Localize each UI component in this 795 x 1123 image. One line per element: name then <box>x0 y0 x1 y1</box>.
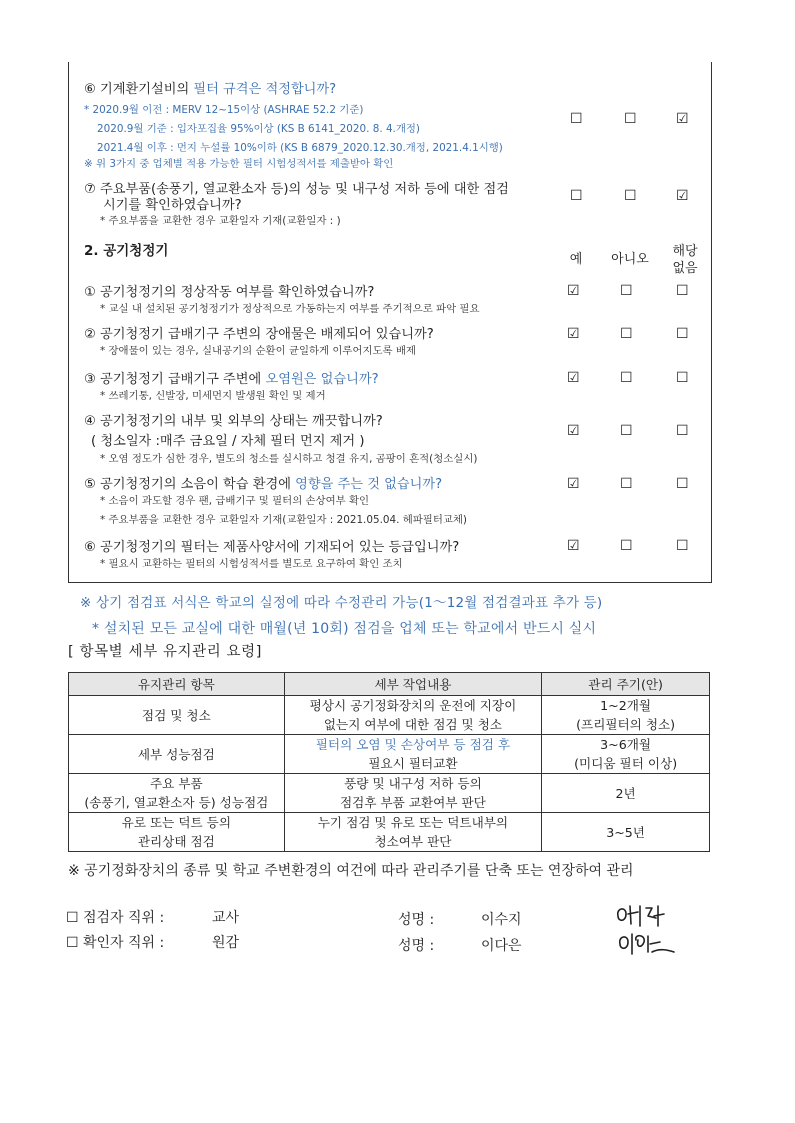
q6-note4: ※ 위 3가지 중 업체별 적용 가능한 필터 시험성적서를 제출받아 확인 <box>84 158 394 170</box>
c3-no-checkbox[interactable]: ☐ <box>620 370 633 386</box>
footnote: ※ 공기정화장치의 종류 및 학교 주변환경의 여건에 따라 관리주기를 단축 또는 연장하여 관리 <box>68 863 634 879</box>
signature1-stroke <box>618 909 626 920</box>
inspector-name-label: 성명 : <box>398 912 435 928</box>
cell-item: 세부 성능점검 <box>69 735 285 774</box>
inspector-position: 교사 <box>212 910 240 926</box>
header-period: 관리 주기(안) <box>542 673 710 696</box>
q6-na-checkbox[interactable]: ☑ <box>676 111 689 127</box>
c2-question: ② 공기청정기 급배기구 주변의 장애물은 배제되어 있습니까? <box>84 327 434 342</box>
q7-yes-checkbox[interactable]: ☐ <box>570 188 583 204</box>
c5-note1: * 소음이 과도할 경우 팬, 급배기구 및 필터의 손상여부 확인 <box>100 495 370 507</box>
table-row <box>69 774 710 813</box>
table-row <box>69 813 710 852</box>
c4-cleaning-date: ( 청소일자 :매주 금요일 / 자체 필터 먼지 제거 ) <box>91 434 365 449</box>
c2-yes-checkbox[interactable]: ☑ <box>567 326 580 342</box>
maintenance-table <box>68 672 710 852</box>
q7-title-line1: ⑦ 주요부품(송풍기, 열교환소자 등)의 성능 및 내구성 저하 등에 대한 점검 <box>84 182 509 197</box>
cell-period: 3~5년 <box>542 813 710 852</box>
signature2-stroke <box>632 934 644 954</box>
header-item: 유지관리 항목 <box>69 673 285 696</box>
maintenance-title: [ 항목별 세부 유지관리 요령] <box>68 644 263 660</box>
c5-yes-checkbox[interactable]: ☑ <box>567 476 580 492</box>
cell-task: 풍량 및 내구성 저하 등의 점검후 부품 교환여부 판단 <box>284 774 542 813</box>
q6-note1: * 2020.9월 이전 : MERV 12~15이상 (ASHRAE 52.2 기준) <box>84 104 364 116</box>
c4-na-checkbox[interactable]: ☐ <box>676 423 689 439</box>
c1-question: ① 공기청정기의 정상작동 여부를 확인하였습니까? <box>84 285 375 300</box>
signature1-stroke <box>628 906 640 926</box>
q6-no-checkbox[interactable]: ☐ <box>624 111 637 127</box>
c3-question: ③ 공기청정기 급배기구 주변에 오염원은 없습니까? <box>84 372 379 387</box>
q7-note: * 주요부품을 교환한 경우 교환일자 기재(교환일자 : ) <box>100 215 341 227</box>
c1-no-checkbox[interactable]: ☐ <box>620 283 633 299</box>
q6-title: ⑥ 기계환기설비의 필터 규격은 적정합니까? <box>84 82 337 97</box>
col-na-header-2: 없음 <box>672 261 698 276</box>
c2-na-checkbox[interactable]: ☐ <box>676 326 689 342</box>
cell-item: 유로 또는 덕트 등의 관리상태 점검 <box>69 813 285 852</box>
c2-note: * 장애물이 있는 경우, 실내공기의 순환이 균일하게 이루어지도록 배제 <box>100 345 416 357</box>
c4-no-checkbox[interactable]: ☐ <box>620 423 633 439</box>
confirmer-position-label: ☐ 확인자 직위 : <box>66 935 165 951</box>
cell-item: 주요 부품 (송풍기, 열교환소자 등) 성능점검 <box>69 774 285 813</box>
signature2-stroke <box>620 937 628 948</box>
cell-task: 필터의 오염 및 손상여부 등 점검 후 필요시 필터교환 <box>284 735 542 774</box>
confirmer-name-label: 성명 : <box>398 938 435 954</box>
c6-question: ⑥ 공기청정기의 필터는 제품사양서에 기재되어 있는 등급입니까? <box>84 540 460 555</box>
c6-note: * 필요시 교환하는 필터의 시험성적서를 별도로 요구하여 확인 조치 <box>100 558 403 570</box>
section-title: 2. 공기청정기 <box>84 243 169 259</box>
handwritten-signature <box>612 900 682 960</box>
c4-question: ④ 공기청정기의 내부 및 외부의 상태는 깨끗합니까? <box>84 414 383 429</box>
cell-period: 2년 <box>542 774 710 813</box>
c4-yes-checkbox[interactable]: ☑ <box>567 423 580 439</box>
c3-yes-checkbox[interactable]: ☑ <box>567 370 580 386</box>
q6-note2: 2020.9월 기준 : 입자포집율 95%이상 (KS B 6141_2020. 8. 4.개정) <box>97 123 420 135</box>
col-yes-header: 예 <box>569 252 583 267</box>
c6-no-checkbox[interactable]: ☐ <box>620 538 633 554</box>
q6-yes-checkbox[interactable]: ☐ <box>570 111 583 127</box>
q6-note3: 2021.4월 이후 : 먼지 누설률 10%이하 (KS B 6879_2020.12.30.개정, 2021.4.1시행) <box>97 142 503 154</box>
c1-yes-checkbox[interactable]: ☑ <box>567 283 580 299</box>
q7-title-line2: 시기를 확인하였습니까? <box>103 198 242 213</box>
remark-monthly: * 설치된 모든 교실에 대한 매월(년 10회) 점검을 업체 또는 학교에서 반드시 실시 <box>92 621 597 637</box>
confirmer-name: 이다은 <box>481 938 522 954</box>
header-task: 세부 작업내용 <box>284 673 542 696</box>
col-na-header-1: 해당 <box>672 244 698 259</box>
table-row <box>69 696 710 735</box>
table-row <box>69 735 710 774</box>
c5-note2: * 주요부품을 교환한 경우 교환일자 기재(교환일자 : 2021.05.04. 헤파필터교체) <box>100 514 467 526</box>
c6-yes-checkbox[interactable]: ☑ <box>567 538 580 554</box>
signature1-stroke <box>646 906 664 926</box>
c4-note: * 오염 정도가 심한 경우, 별도의 청소를 실시하고 청결 유지, 곰팡이 흔적(청소실시) <box>100 453 478 465</box>
confirmer-position: 원감 <box>212 935 240 951</box>
q7-na-checkbox[interactable]: ☑ <box>676 188 689 204</box>
remark-modifiable: ※ 상기 점검표 서식은 학교의 실정에 따라 수정관리 가능(1～12월 점검결과표 추가 등) <box>80 595 603 611</box>
inspector-name: 이수지 <box>481 912 522 928</box>
signature2-stroke <box>648 936 674 952</box>
c1-note: * 교실 내 설치된 공기청정기가 정상적으로 가동하는지 여부를 주기적으로 파악 필요 <box>100 303 480 315</box>
c2-no-checkbox[interactable]: ☐ <box>620 326 633 342</box>
c1-na-checkbox[interactable]: ☐ <box>676 283 689 299</box>
col-no-header: 아니오 <box>611 252 649 267</box>
q7-no-checkbox[interactable]: ☐ <box>624 188 637 204</box>
c3-na-checkbox[interactable]: ☐ <box>676 370 689 386</box>
c5-no-checkbox[interactable]: ☐ <box>620 476 633 492</box>
cell-item: 점검 및 청소 <box>69 696 285 735</box>
cell-period: 3~6개월 (미디움 필터 이상) <box>542 735 710 774</box>
c5-na-checkbox[interactable]: ☐ <box>676 476 689 492</box>
cell-task: 평상시 공기정화장치의 운전에 지장이 없는지 여부에 대한 점검 및 청소 <box>284 696 542 735</box>
cell-period: 1~2개월 (프리필터의 청소) <box>542 696 710 735</box>
cell-task: 누기 점검 및 유로 또는 덕트내부의 청소여부 판단 <box>284 813 542 852</box>
inspector-position-label: ☐ 점검자 직위 : <box>66 910 165 926</box>
c5-question: ⑤ 공기청정기의 소음이 학습 환경에 영향을 주는 것 없습니까? <box>84 477 443 492</box>
c3-note: * 쓰레기통, 신발장, 미세먼지 발생원 확인 및 제거 <box>100 390 326 402</box>
c6-na-checkbox[interactable]: ☐ <box>676 538 689 554</box>
